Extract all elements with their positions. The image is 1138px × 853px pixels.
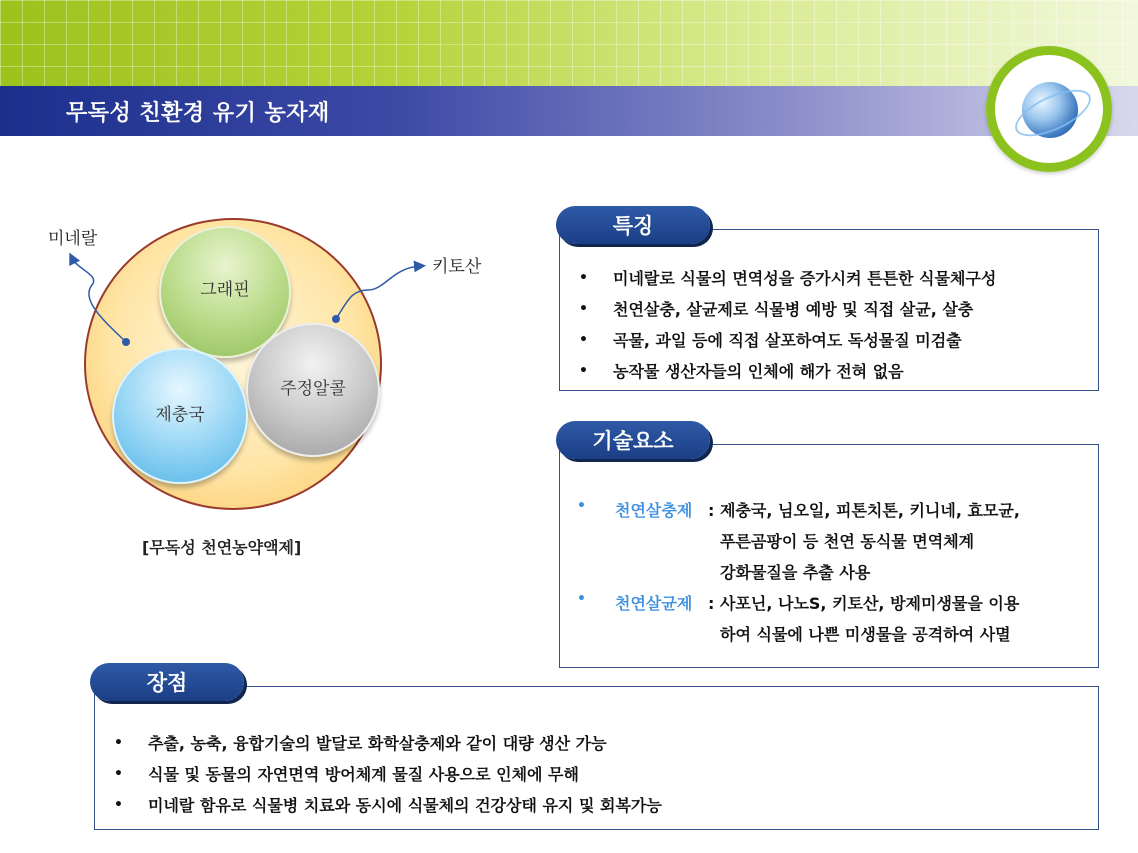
advantages-header: 장점 [90, 663, 244, 701]
advantages-list [112, 728, 662, 821]
tech-bullet: • [577, 591, 586, 607]
features-list [577, 263, 996, 387]
venn-graphene-label: 그래핀 [200, 279, 250, 300]
venn-insecticide-label: 제충국 [155, 404, 205, 425]
mineral-arrow [72, 258, 126, 342]
features-item: • 곡물, 과일 등에 직접 살포하여도 독성물질 미검출 [577, 325, 996, 356]
features-header: 특징 [556, 206, 710, 244]
tech-line: 강화물질을 추출 사용 [720, 563, 871, 582]
tech-line: 푸른곰팡이 등 천연 동식물 면역체계 [720, 532, 975, 551]
features-item: • 농작물 생산자들의 인체에 해가 전혀 없음 [577, 356, 996, 387]
tech-line: 하여 식물에 나쁜 미생물을 공격하여 사멸 [720, 625, 1011, 644]
advantages-item: • 식물 및 동물의 자연면역 방어체계 물질 사용으로 인체에 무해 [112, 759, 662, 790]
chitosan-arrow-dot [332, 315, 340, 323]
mineral-arrow-dot [122, 338, 130, 346]
chitosan-arrow [336, 266, 420, 319]
venn-caption: [무독성 천연농약액제] [142, 538, 302, 557]
tech-bullet: • [577, 498, 586, 514]
features-item: • 천연살충, 살균제로 식물병 예방 및 직접 살균, 살충 [577, 294, 996, 325]
tech-header: 기술요소 [556, 421, 710, 459]
features-item: • 미네랄로 식물의 면역성을 증가시켜 튼튼한 식물체구성 [577, 263, 996, 294]
tech-term-fungicide: 천연살균제 [615, 594, 693, 613]
page-title: 무독성 친환경 유기 농자재 [66, 101, 330, 126]
advantages-item: • 미네랄 함유로 식물병 치료와 동시에 식물체의 건강상태 유지 및 회복가능 [112, 790, 662, 821]
tech-line: : 사포닌, 나노S, 키토산, 방제미생물을 이용 [708, 594, 1020, 613]
venn-ethanol-label: 주정알콜 [280, 378, 346, 399]
chitosan-label: 키토산 [432, 257, 482, 277]
tech-term-insecticide: 천연살충제 [615, 501, 693, 520]
tech-line: : 제충국, 님오일, 피톤치톤, 키니네, 효모균, [708, 501, 1020, 520]
advantages-box [94, 686, 1099, 830]
advantages-item: • 추출, 농축, 융합기술의 발달로 화학살충제와 같이 대량 생산 가능 [112, 728, 662, 759]
mineral-label: 미네랄 [48, 229, 98, 249]
features-box [559, 229, 1099, 391]
tech-box [559, 444, 1099, 668]
